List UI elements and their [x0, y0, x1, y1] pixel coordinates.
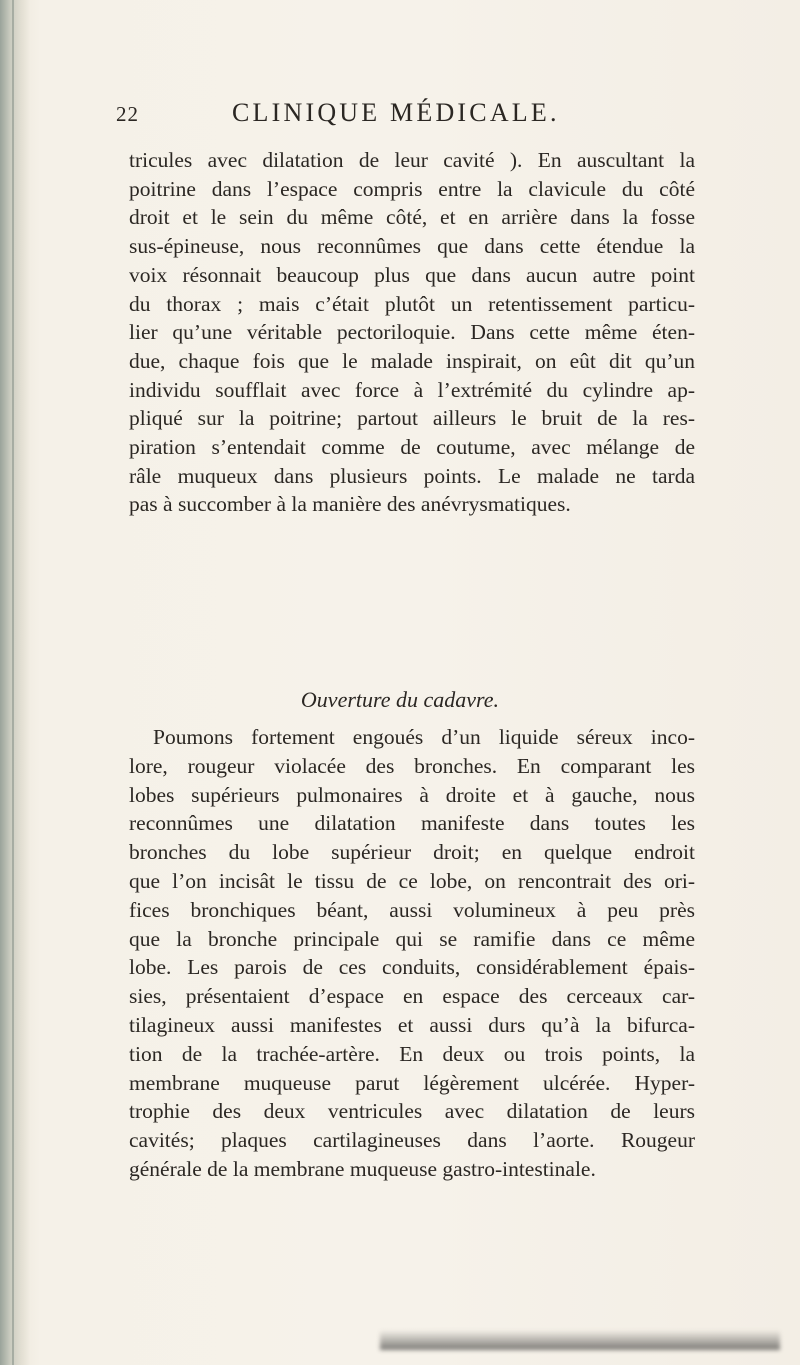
text-line: droit et le sein du même côté, et en arrière dans la fosse: [129, 205, 695, 230]
text-line: générale de la membrane muqueuse gastro-intestinale.: [129, 1156, 596, 1181]
text-line: due, chaque fois que le malade inspirait, on eût dit qu’un: [129, 348, 695, 373]
page-number: 22: [116, 102, 139, 126]
section-title: Ouverture du cadavre.: [300, 687, 500, 712]
page-edge-shadow: [380, 1330, 780, 1350]
paragraph-1: [129, 146, 695, 519]
text-line: Poumons fortement engoués d’un liquide séreux inco-: [153, 725, 695, 749]
text-line: pliqué sur la poitrine; partout ailleurs le bruit de la res-: [129, 406, 695, 431]
text-line: tilagineux aussi manifestes et aussi durs qu’à la bifurca-: [129, 1012, 695, 1037]
text-line: lier qu’une véritable pectoriloquie. Dans cette même éten-: [129, 320, 695, 345]
text-line: tion de la trachée-artère. En deux ou trois points, la: [129, 1041, 695, 1066]
book-gutter: [0, 0, 30, 1365]
text-line: voix résonnait beaucoup plus que dans aucun autre point: [129, 262, 695, 287]
text-line: tricules avec dilatation de leur cavité ). En auscultant la: [129, 148, 695, 172]
page-header: [100, 98, 690, 138]
text-line: lobe. Les parois de ces conduits, considérablement épais-: [129, 955, 695, 980]
gutter-line: [12, 0, 14, 1365]
text-line: cavités; plaques cartilagineuses dans l’aorte. Rougeur: [129, 1128, 695, 1153]
text-line: lore, rougeur violacée des bronches. En comparant les: [129, 753, 695, 778]
paragraph-2: [129, 723, 695, 1184]
text-line: pas à succomber à la manière des anévrysmatiques.: [129, 492, 571, 517]
text-line: reconnûmes une dilatation manifeste dans toutes les: [129, 811, 695, 836]
text-line: poitrine dans l’espace compris entre la clavicule du côté: [129, 176, 695, 201]
text-line: que la bronche principale qui se ramifie dans ce même: [129, 926, 695, 951]
text-line: du thorax ; mais c’était plutôt un retentissement particu-: [129, 291, 695, 316]
text-line: fices bronchiques béant, aussi volumineux à peu près: [129, 897, 695, 922]
text-line: membrane muqueuse parut légèrement ulcérée. Hyper-: [129, 1070, 695, 1095]
text-line: piration s’entendait comme de coutume, avec mélange de: [129, 435, 695, 460]
text-line: bronches du lobe supérieur droit; en quelque endroit: [129, 840, 695, 865]
text-line: lobes supérieurs pulmonaires à droite et à gauche, nous: [129, 782, 695, 807]
text-line: sus-épineuse, nous reconnûmes que dans cette étendue la: [129, 234, 695, 259]
text-line: que l’on incisât le tissu de ce lobe, on rencontrait des ori-: [129, 868, 695, 893]
text-line: râle muqueux dans plusieurs points. Le malade ne tarda: [129, 463, 695, 488]
text-line: individu soufflait avec force à l’extrémité du cylindre ap-: [129, 377, 695, 402]
running-title: CLINIQUE MÉDICALE.: [232, 98, 560, 127]
text-line: trophie des deux ventricules avec dilatation de leurs: [129, 1099, 695, 1124]
text-line: sies, présentaient d’espace en espace des cerceaux car-: [129, 984, 695, 1009]
